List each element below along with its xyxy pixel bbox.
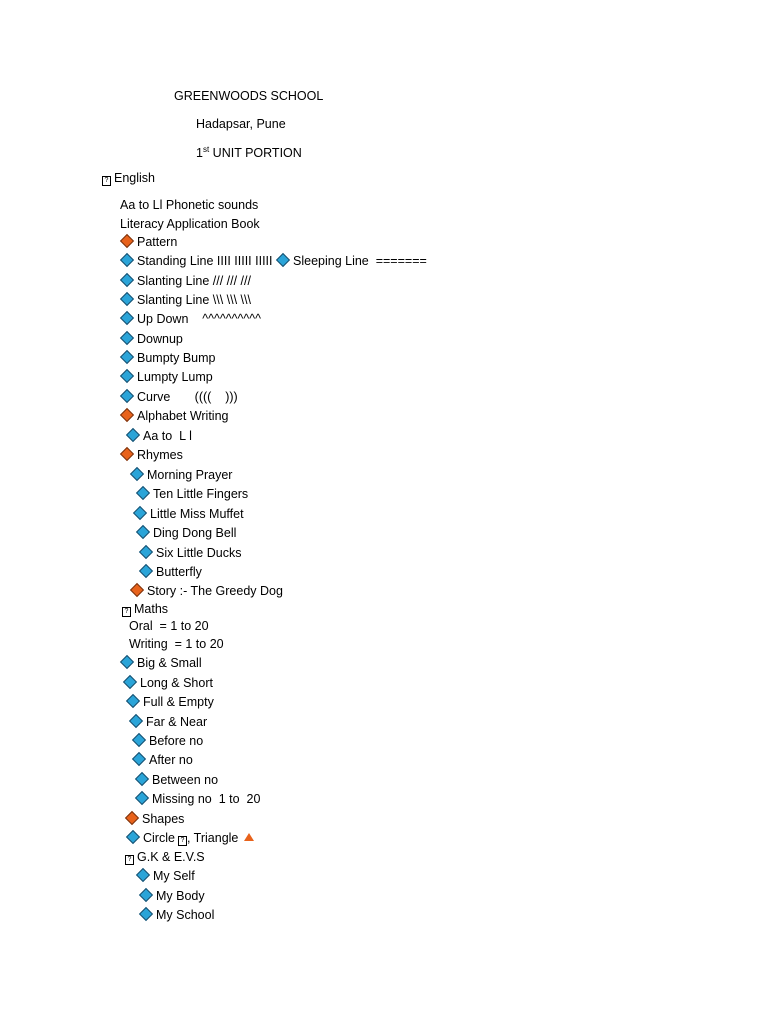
maths-item-label: Between no xyxy=(152,773,219,787)
maths-item xyxy=(137,791,260,807)
circle-label: Circle xyxy=(143,831,175,845)
curve-label: Curve (((( ))) xyxy=(137,390,238,404)
alphabet-label: Alphabet Writing xyxy=(137,409,229,423)
aatol-label: Aa to L l xyxy=(143,429,192,443)
diamond-bullet-icon xyxy=(120,292,134,306)
maths-item xyxy=(137,772,218,788)
lumpty-item xyxy=(122,369,213,385)
rhyme-label: Butterfly xyxy=(156,565,202,579)
triangle-icon xyxy=(244,833,254,841)
rhyme-item xyxy=(138,486,248,502)
bumpty-label: Bumpty Bump xyxy=(137,351,216,365)
maths-item xyxy=(134,733,203,749)
maths-heading xyxy=(122,601,168,617)
diamond-bullet-icon xyxy=(126,694,140,708)
slanting1-label: Slanting Line /// /// /// xyxy=(137,274,251,288)
aatol-item xyxy=(128,428,192,444)
diamond-bullet-icon xyxy=(132,733,146,747)
rhyme-item xyxy=(135,506,244,522)
maths-item xyxy=(131,714,207,730)
story-item xyxy=(132,583,283,599)
checkbox-icon: ? xyxy=(122,607,131,617)
maths-item-label: Before no xyxy=(149,734,204,748)
rhyme-label: Little Miss Muffet xyxy=(150,507,244,521)
gk-heading xyxy=(125,849,205,865)
rhyme-label: Six Little Ducks xyxy=(156,546,242,560)
maths-item-label: Missing no 1 to 20 xyxy=(152,792,261,806)
rhyme-item xyxy=(141,545,241,561)
diamond-bullet-icon xyxy=(120,447,134,461)
gk-item xyxy=(141,888,205,904)
diamond-bullet-icon xyxy=(120,369,134,383)
writing-line: Writing = 1 to 20 xyxy=(129,637,224,651)
diamond-bullet-icon xyxy=(139,907,153,921)
diamond-bullet-icon xyxy=(136,525,150,539)
maths-item xyxy=(122,655,202,671)
diamond-bullet-icon xyxy=(120,655,134,669)
diamond-bullet-icon xyxy=(120,273,134,287)
oral-line: Oral = 1 to 20 xyxy=(129,619,209,633)
english-heading-label: English xyxy=(114,171,155,185)
diamond-bullet-icon xyxy=(120,311,134,325)
english-heading xyxy=(102,170,155,186)
bumpty-item xyxy=(122,350,216,366)
shapes-label: Shapes xyxy=(142,812,185,826)
gk-item-label: My Self xyxy=(153,869,195,883)
maths-item xyxy=(125,675,213,691)
rhyme-item xyxy=(138,525,236,541)
school-name: GREENWOODS SCHOOL xyxy=(174,89,324,103)
updown-label: Up Down ^^^^^^^^^^ xyxy=(137,312,261,326)
rhyme-label: Morning Prayer xyxy=(147,468,233,482)
rhyme-label: Ding Dong Bell xyxy=(153,526,237,540)
diamond-bullet-icon xyxy=(126,428,140,442)
diamond-bullet-icon xyxy=(136,868,150,882)
maths-item-label: Long & Short xyxy=(140,676,213,690)
maths-item-label: Full & Empty xyxy=(143,695,214,709)
diamond-bullet-icon xyxy=(135,791,149,805)
diamond-bullet-icon xyxy=(135,772,149,786)
shapes-item xyxy=(127,811,184,827)
maths-item-label: After no xyxy=(149,753,193,767)
maths-heading-label: Maths xyxy=(134,602,169,616)
slanting1-item xyxy=(122,273,251,289)
portion-rest: UNIT PORTION xyxy=(209,146,302,161)
gk-item-label: My Body xyxy=(156,889,205,903)
diamond-bullet-icon xyxy=(139,888,153,902)
pattern-item xyxy=(122,234,177,250)
gk-heading-label: G.K & E.V.S xyxy=(137,850,205,864)
slanting2-item xyxy=(122,292,251,308)
rhyme-item xyxy=(132,467,232,483)
diamond-bullet-icon xyxy=(126,830,140,844)
maths-item-label: Big & Small xyxy=(137,656,202,670)
updown-item xyxy=(122,311,261,327)
diamond-bullet-icon xyxy=(123,675,137,689)
lumpty-label: Lumpty Lump xyxy=(137,370,213,384)
diamond-bullet-icon xyxy=(132,752,146,766)
diamond-bullet-icon xyxy=(129,714,143,728)
sleeping-item xyxy=(278,253,427,269)
diamond-bullet-icon xyxy=(120,389,134,403)
diamond-bullet-icon xyxy=(120,408,134,422)
diamond-bullet-icon xyxy=(136,486,150,500)
sleeping-label: Sleeping Line ======= xyxy=(293,254,427,268)
school-location: Hadapsar, Pune xyxy=(196,117,286,131)
rhymes-item xyxy=(122,447,183,463)
gk-item-label: My School xyxy=(156,908,215,922)
maths-item xyxy=(134,752,193,768)
diamond-bullet-icon xyxy=(139,564,153,578)
standing-item xyxy=(122,253,273,269)
circle-triangle-item xyxy=(128,830,254,846)
diamond-bullet-icon xyxy=(125,811,139,825)
portion-num: 1 xyxy=(196,146,203,161)
phonetic-line: Aa to Ll Phonetic sounds xyxy=(120,198,259,212)
diamond-bullet-icon xyxy=(120,331,134,345)
rhyme-item xyxy=(141,564,202,580)
diamond-bullet-icon xyxy=(130,583,144,597)
pattern-label: Pattern xyxy=(137,235,178,249)
downup-label: Downup xyxy=(137,332,183,346)
downup-item xyxy=(122,331,183,347)
standing-label: Standing Line IIII IIIII IIIII xyxy=(137,254,273,268)
rhyme-label: Ten Little Fingers xyxy=(153,487,249,501)
diamond-bullet-icon xyxy=(133,506,147,520)
checkbox-icon: ? xyxy=(125,855,134,865)
story-label: Story :- The Greedy Dog xyxy=(147,584,283,598)
checkbox-icon: ? xyxy=(102,176,111,186)
alphabet-item xyxy=(122,408,229,424)
slanting2-label: Slanting Line \\\ \\\ \\\ xyxy=(137,293,251,307)
diamond-bullet-icon xyxy=(130,467,144,481)
gk-item xyxy=(138,868,195,884)
maths-item-label: Far & Near xyxy=(146,715,208,729)
maths-item xyxy=(128,694,214,710)
diamond-bullet-icon xyxy=(120,350,134,364)
curve-item xyxy=(122,389,238,405)
portion-sup: st xyxy=(202,145,210,154)
portion-title xyxy=(196,142,302,161)
diamond-bullet-icon xyxy=(120,234,134,248)
circle-placeholder-icon: ? xyxy=(178,836,187,846)
diamond-bullet-icon xyxy=(276,253,290,267)
diamond-bullet-icon xyxy=(120,253,134,267)
diamond-bullet-icon xyxy=(139,545,153,559)
triangle-label: , Triangle xyxy=(186,831,239,845)
rhymes-label: Rhymes xyxy=(137,448,183,462)
book-line: Literacy Application Book xyxy=(120,217,260,231)
gk-item xyxy=(141,907,214,923)
